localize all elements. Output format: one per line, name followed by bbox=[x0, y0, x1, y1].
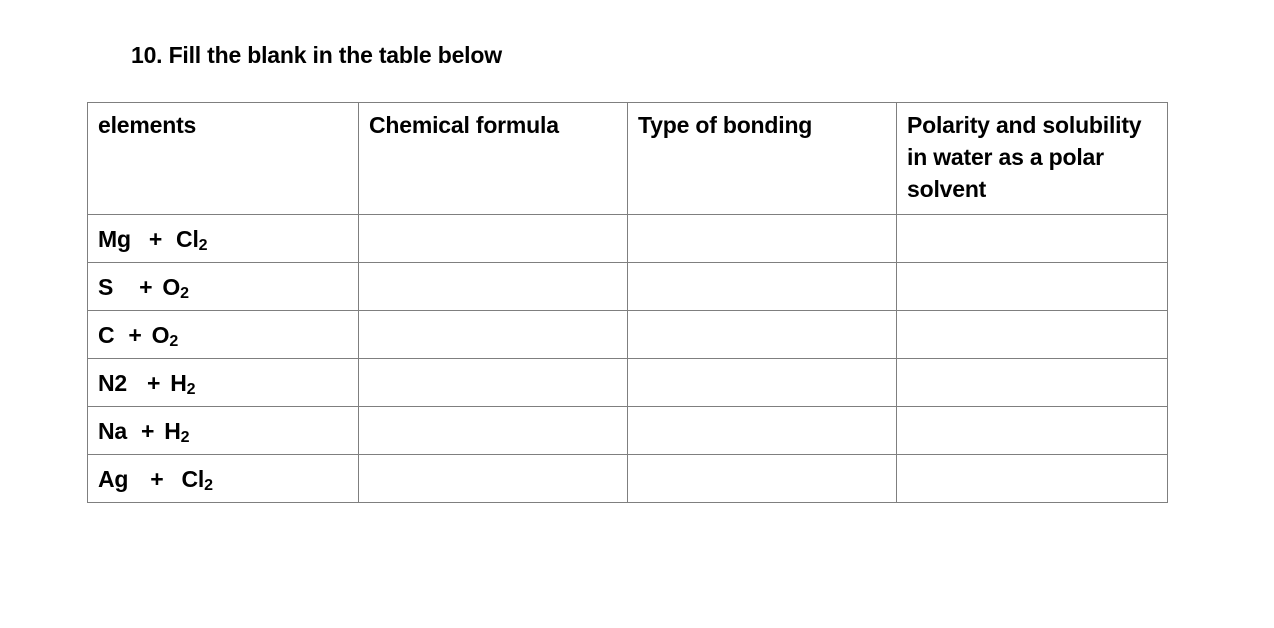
plus-sign: + bbox=[150, 465, 164, 492]
polarity-solubility-blank bbox=[897, 263, 1168, 311]
table-header-row bbox=[88, 103, 1168, 215]
elements-cell bbox=[88, 263, 359, 311]
element-b-subscript: 2 bbox=[180, 284, 189, 302]
plus-sign: + bbox=[139, 273, 153, 300]
header-polarity-solubility: Polarity and solubility in water as a polar solvent bbox=[897, 103, 1168, 215]
elements-cell bbox=[88, 311, 359, 359]
chemical-formula-blank bbox=[359, 215, 628, 263]
element-a: S bbox=[98, 273, 114, 300]
element-b: O bbox=[151, 321, 170, 348]
element-b-subscript: 2 bbox=[180, 428, 190, 446]
element-b-subscript: 2 bbox=[204, 476, 213, 494]
type-of-bonding-blank bbox=[628, 311, 897, 359]
element-a: Mg bbox=[98, 225, 131, 252]
element-b-subscript: 2 bbox=[198, 236, 208, 254]
element-b: O bbox=[162, 273, 181, 300]
polarity-solubility-blank bbox=[897, 215, 1168, 263]
chemical-formula-blank bbox=[359, 311, 628, 359]
type-of-bonding-blank bbox=[628, 455, 897, 503]
element-a: Ag bbox=[98, 465, 129, 492]
header-chemical-formula: Chemical formula bbox=[359, 103, 628, 215]
chemical-formula-blank bbox=[359, 359, 628, 407]
polarity-solubility-blank bbox=[897, 311, 1168, 359]
plus-sign: + bbox=[147, 369, 161, 396]
element-a: C bbox=[98, 321, 115, 348]
elements-cell bbox=[88, 407, 359, 455]
header-type-of-bonding: Type of bonding bbox=[628, 103, 897, 215]
polarity-solubility-blank bbox=[897, 455, 1168, 503]
table-row bbox=[88, 263, 1168, 311]
table-row bbox=[88, 359, 1168, 407]
elements-cell bbox=[88, 215, 359, 263]
chemical-formula-blank bbox=[359, 263, 628, 311]
table-row bbox=[88, 407, 1168, 455]
element-a: N2 bbox=[98, 369, 128, 396]
plus-sign: + bbox=[141, 417, 155, 444]
chemical-formula-blank bbox=[359, 407, 628, 455]
element-b: H bbox=[164, 417, 181, 444]
header-elements: elements bbox=[88, 103, 359, 215]
element-b: H bbox=[170, 369, 187, 396]
type-of-bonding-blank bbox=[628, 215, 897, 263]
chemical-formula-blank bbox=[359, 455, 628, 503]
type-of-bonding-blank bbox=[628, 359, 897, 407]
fill-in-table bbox=[87, 102, 1168, 503]
elements-cell bbox=[88, 359, 359, 407]
polarity-solubility-blank bbox=[897, 407, 1168, 455]
element-b: Cl bbox=[176, 225, 199, 252]
table-row bbox=[88, 455, 1168, 503]
table-row bbox=[88, 215, 1168, 263]
elements-cell bbox=[88, 455, 359, 503]
element-b: Cl bbox=[181, 465, 205, 492]
type-of-bonding-blank bbox=[628, 407, 897, 455]
element-b-subscript: 2 bbox=[186, 380, 196, 398]
question-title: 10. Fill the blank in the table below bbox=[131, 42, 502, 68]
plus-sign: + bbox=[128, 321, 142, 348]
plus-sign: + bbox=[148, 225, 163, 252]
table-row bbox=[88, 311, 1168, 359]
type-of-bonding-blank bbox=[628, 263, 897, 311]
polarity-solubility-blank bbox=[897, 359, 1168, 407]
element-b-subscript: 2 bbox=[169, 332, 179, 350]
element-a: Na bbox=[98, 417, 128, 444]
